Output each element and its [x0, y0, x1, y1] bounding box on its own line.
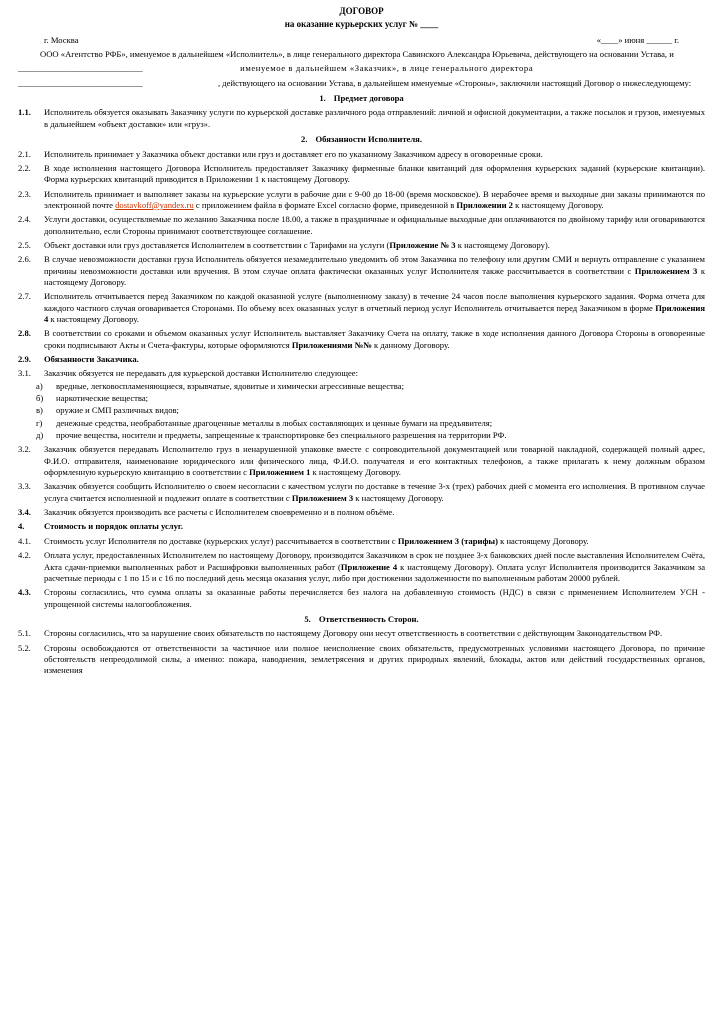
clause-4-3-text: Стороны согласились, что сумма оплаты за оказанные работы перечисляется без налога на добавленную стоимость (НДС) в связи с применением Исполнителем УСН - упрощенной системы налогообложения.	[44, 587, 705, 609]
clause-3-1-sub-d	[18, 430, 705, 441]
place-date-row	[18, 35, 705, 46]
clause-2-1-text: Исполнитель принимает у Заказчика объект доставки или груз и доставляет его по указанному Заказчиком адресу в оговоренные сроки.	[44, 148, 543, 159]
clause-5-1-text: Стороны согласились, что за нарушение своих обязательств по настоящему Договору они несут ответственность в соответствии с действующим Законодательством РФ.	[44, 628, 663, 639]
sub-text-d: прочие вещества, носители и предметы, запрещенные к транспортировке без специального разрешения на территории РФ.	[56, 430, 507, 441]
section-1-title: Предмет договора	[333, 93, 404, 104]
clause-3-1-number: 3.1.	[18, 368, 31, 379]
section-4-title: Стоимость и порядок оплаты услуг.	[44, 521, 184, 532]
clause-1-1-text: Исполнитель обязуется оказывать Заказчику услуги по курьерской доставке различного рода отправлений: личной и офисной документации, а также посылок и грузов, именуемых в дальнейшем «объект доставки» или «груз».	[44, 107, 705, 129]
clause-5-2	[18, 643, 705, 677]
clause-2-8	[18, 328, 705, 351]
clause-2-7	[18, 291, 705, 325]
clause-2-6-number: 2.6.	[18, 254, 31, 265]
clause-3-1-sub-a	[18, 381, 705, 392]
document-title: ДОГОВОР	[339, 6, 384, 16]
clause-2-5	[18, 240, 705, 251]
contract-place: г. Москва	[44, 34, 79, 45]
clause-2-8-number: 2.8.	[18, 328, 31, 339]
clause-5-1-number: 5.1.	[18, 628, 31, 639]
clause-5-2-text: Стороны освобождаются от ответственности за частичное или полное неисполнение своих обязательств, предусмотренных условиями настоящего Договора, по причине обстоятельств непреодолимой силы, а именно: пожара, наводнения, землетрясения и других природных явлений, блокады, актов или действий государственных органов, изменения	[44, 642, 705, 676]
clause-2-9-number: 2.9.	[18, 354, 31, 364]
clause-4-1-number: 4.1.	[18, 535, 31, 546]
clause-4-2-text: Оплата услуг, предоставленных Исполнителем по настоящему Договору, производится Заказчиком в срок не позднее 3-х банковских дней после выставления Исполнителем Счёта, Акта сдачи-приемки выполненных работ и Расшифровки выполненных работ (Приложение 4 к настоящему Договору). Оплата услуг Исполнителя производится Заказчиком за расчетные периоды с 1 по 15 и с 16 по последний день месяца оказания услуг, либо при достижении задолженности по выполненным работам 20000 рублей.	[44, 550, 706, 583]
section-4-heading	[18, 521, 705, 532]
clause-4-2-number: 4.2.	[18, 550, 31, 561]
clause-3-1	[18, 368, 705, 379]
section-2-title: Обязанности Исполнителя.	[315, 134, 422, 145]
clause-3-2-number: 3.2.	[18, 444, 31, 455]
sub-text-a: вредные, легковоспламеняющиеся, взрывчатые, ядовитые и химически агрессивные вещества;	[56, 380, 404, 391]
clause-2-4-text: Услуги доставки, осуществляемые по желанию Заказчика после 18.00, а также в праздничные и официальные выходные дни оплачиваются по двойному тарифу или оговариваются дополнительно, если Стороны принимают соответствующее соглашение.	[44, 214, 705, 236]
clause-3-4-text: Заказчик обязуется производить все расчеты с Исполнителем своевременно и в полном объёме.	[44, 507, 395, 518]
preamble-text-1: ООО «Агентство РФБ», именуемое в дальнейшем «Исполнитель», в лице генерального директора Савинского Александра Юрьевича, действующего на основании Устава, и	[40, 49, 674, 60]
preamble-paragraph-3	[18, 78, 705, 89]
section-1-number: 1.	[319, 93, 326, 104]
clause-3-2	[18, 444, 705, 478]
clause-3-3-text: Заказчик обязуется сообщить Исполнителю о своем несогласии с качеством услуги по доставке в течение 3-х (трех) рабочих дней с момента его исполнения. В противном случае услуга считается исполненной и подлежит оплате в соответствии с Приложением 3 к настоящему Договору.	[44, 481, 705, 503]
section-2-number: 2.	[301, 134, 308, 145]
clause-2-7-number: 2.7.	[18, 291, 31, 302]
document-subtitle: на оказание курьерских услуг № ____	[284, 18, 439, 29]
clause-4-2	[18, 550, 705, 584]
clause-2-6	[18, 254, 705, 288]
clause-3-1-sub-g	[18, 418, 705, 429]
clause-3-3	[18, 481, 705, 504]
section-1-heading	[18, 93, 705, 104]
clause-4-1-text: Стоимость услуг Исполнителя по доставке (курьерских услуг) рассчитывается в соответствии с Приложением 3 (тарифы) к настоящему Договору.	[44, 535, 589, 546]
clause-2-1-number: 2.1.	[18, 148, 31, 159]
clause-2-8-text: В соответствии со сроками и объемом оказанных услуг Исполнитель выставляет Заказчику Счета на оплату, также в ходе исполнения данного Договора Стороны в оговоренные сроки подписывают Акты и Счета-фактуры, которые оформляются Приложениями №№ к данному Договору.	[44, 328, 705, 350]
sub-letter-b: б)	[36, 393, 44, 404]
contract-date: «____» июня ______ г.	[596, 34, 679, 45]
section-5-title: Ответственность Сторон.	[318, 613, 419, 624]
section-4-number: 4.	[18, 521, 25, 532]
preamble-text-3: , действующего на основании Устава, в дальнейшем именуемые «Стороны», заключили настоящий Договор о нижеследующему:	[218, 77, 692, 88]
clause-2-4	[18, 214, 705, 237]
preamble-text-2: именуемое в дальнейшем «Заказчик», в лице генерального директора	[240, 63, 534, 74]
sub-text-b: наркотические вещества;	[56, 393, 149, 404]
clause-3-1-sub-b	[18, 393, 705, 404]
clause-2-2-number: 2.2.	[18, 162, 31, 173]
section-5-number: 5.	[304, 613, 311, 624]
clause-2-5-text: Объект доставки или груз доставляется Исполнителем в соответствии с Тарифами на услуги (Приложение № 3 к настоящему Договору).	[44, 239, 550, 250]
clause-2-9-text: Обязанности Заказчика.	[44, 354, 139, 364]
clause-2-9	[18, 354, 705, 365]
clause-3-2-text: Заказчик обязуется передавать Исполнителю груз в ненарушенной упаковке вместе с сопроводительной документацией или товарной накладной, содержащей полный адрес, Ф.И.О. отправителя, наименование юридического или физического лица, Ф.И.О. получателя и его контактных телефонов, а также прилагать к нему должным образом оформленную курьерскую квитанцию в соответствии с Приложением 1 к настоящему Договору.	[44, 444, 705, 478]
section-5-heading	[18, 614, 705, 625]
sub-letter-a: а)	[36, 380, 43, 391]
clause-2-2	[18, 163, 705, 186]
clause-2-6-text: В случае невозможности доставки груза Исполнитель обязуется незамедлительно уведомить об этом Заказчика по телефону или другим СМИ и вернуть отправление с указанием причины невозможности доставки или вручения. В этом случае оплата фактически оказанных услуг Исполнителя также рассчитывается в соответствии с Приложением 3 к настоящему Договору.	[44, 254, 705, 287]
preamble-paragraph-1	[18, 49, 705, 60]
preamble-paragraph-2	[18, 63, 705, 74]
clause-3-1-text: Заказчик обязуется не передавать для курьерской доставки Исполнителю следующее:	[44, 368, 358, 379]
clause-4-1	[18, 536, 705, 547]
email-link[interactable]: dostavkoff@yandex.ru	[115, 199, 194, 210]
clause-2-3-text: Исполнитель принимает и выполняет заказы на курьерские услуги в рабочие дни с 9-00 до 18-00 (время московское). В нерабочее время и выходные дни заказы принимаются по электронной почте dostavkoff@yandex.ru с приложением файла в формате Excel согласно форме, приведенной в Приложении 2 к настоящему Договору.	[44, 188, 705, 210]
clause-2-1	[18, 149, 705, 160]
sub-text-v: оружие и СМП различных видов;	[56, 405, 179, 416]
sub-text-g: денежные средства, необработанные драгоценные металлы в любых составляющих и ценные бумаги на предъявителя;	[56, 417, 493, 428]
clause-2-4-number: 2.4.	[18, 214, 31, 225]
clause-5-2-number: 5.2.	[18, 642, 31, 653]
clause-4-3-number: 4.3.	[18, 587, 31, 598]
clause-2-7-text: Исполнитель отчитывается перед Заказчиком по каждой оказанной услуге (выполненному заказу) в течение 24 часов после выполнения курьерского задания. Форма отчета для каждого частного случая оговаривается Сторонами. По объему всех оказанных услуг в отчетный период услуг Исполнитель отчитывается перед Заказчиком в форме Приложения 4 к настоящему Договору.	[44, 291, 705, 324]
sub-letter-v: в)	[36, 405, 43, 416]
clause-4-3	[18, 587, 705, 610]
clause-5-1	[18, 628, 705, 639]
clause-2-5-number: 2.5.	[18, 239, 31, 250]
clause-3-1-sub-v	[18, 405, 705, 416]
clause-2-2-text: В ходе исполнения настоящего Договора Исполнитель предоставляет Заказчику фирменные бланки квитанций для оформления курьерских заданий (курьерские квитанции). Форма курьерских квитанций приводится в Приложении 1 к настоящему Договору.	[44, 162, 705, 185]
clause-2-3	[18, 189, 705, 212]
party-name-blank: _____________________________	[18, 63, 143, 74]
sub-letter-d: д)	[36, 430, 44, 441]
clause-1-1-number: 1.1.	[18, 107, 31, 118]
section-2-heading	[18, 134, 705, 145]
clause-3-3-number: 3.3.	[18, 481, 31, 492]
clause-3-4	[18, 507, 705, 518]
clause-1-1	[18, 107, 705, 130]
clause-3-4-number: 3.4.	[18, 507, 31, 518]
sub-letter-g: г)	[36, 417, 43, 428]
party-director-blank: _____________________________	[18, 77, 143, 88]
clause-2-3-number: 2.3.	[18, 188, 31, 199]
